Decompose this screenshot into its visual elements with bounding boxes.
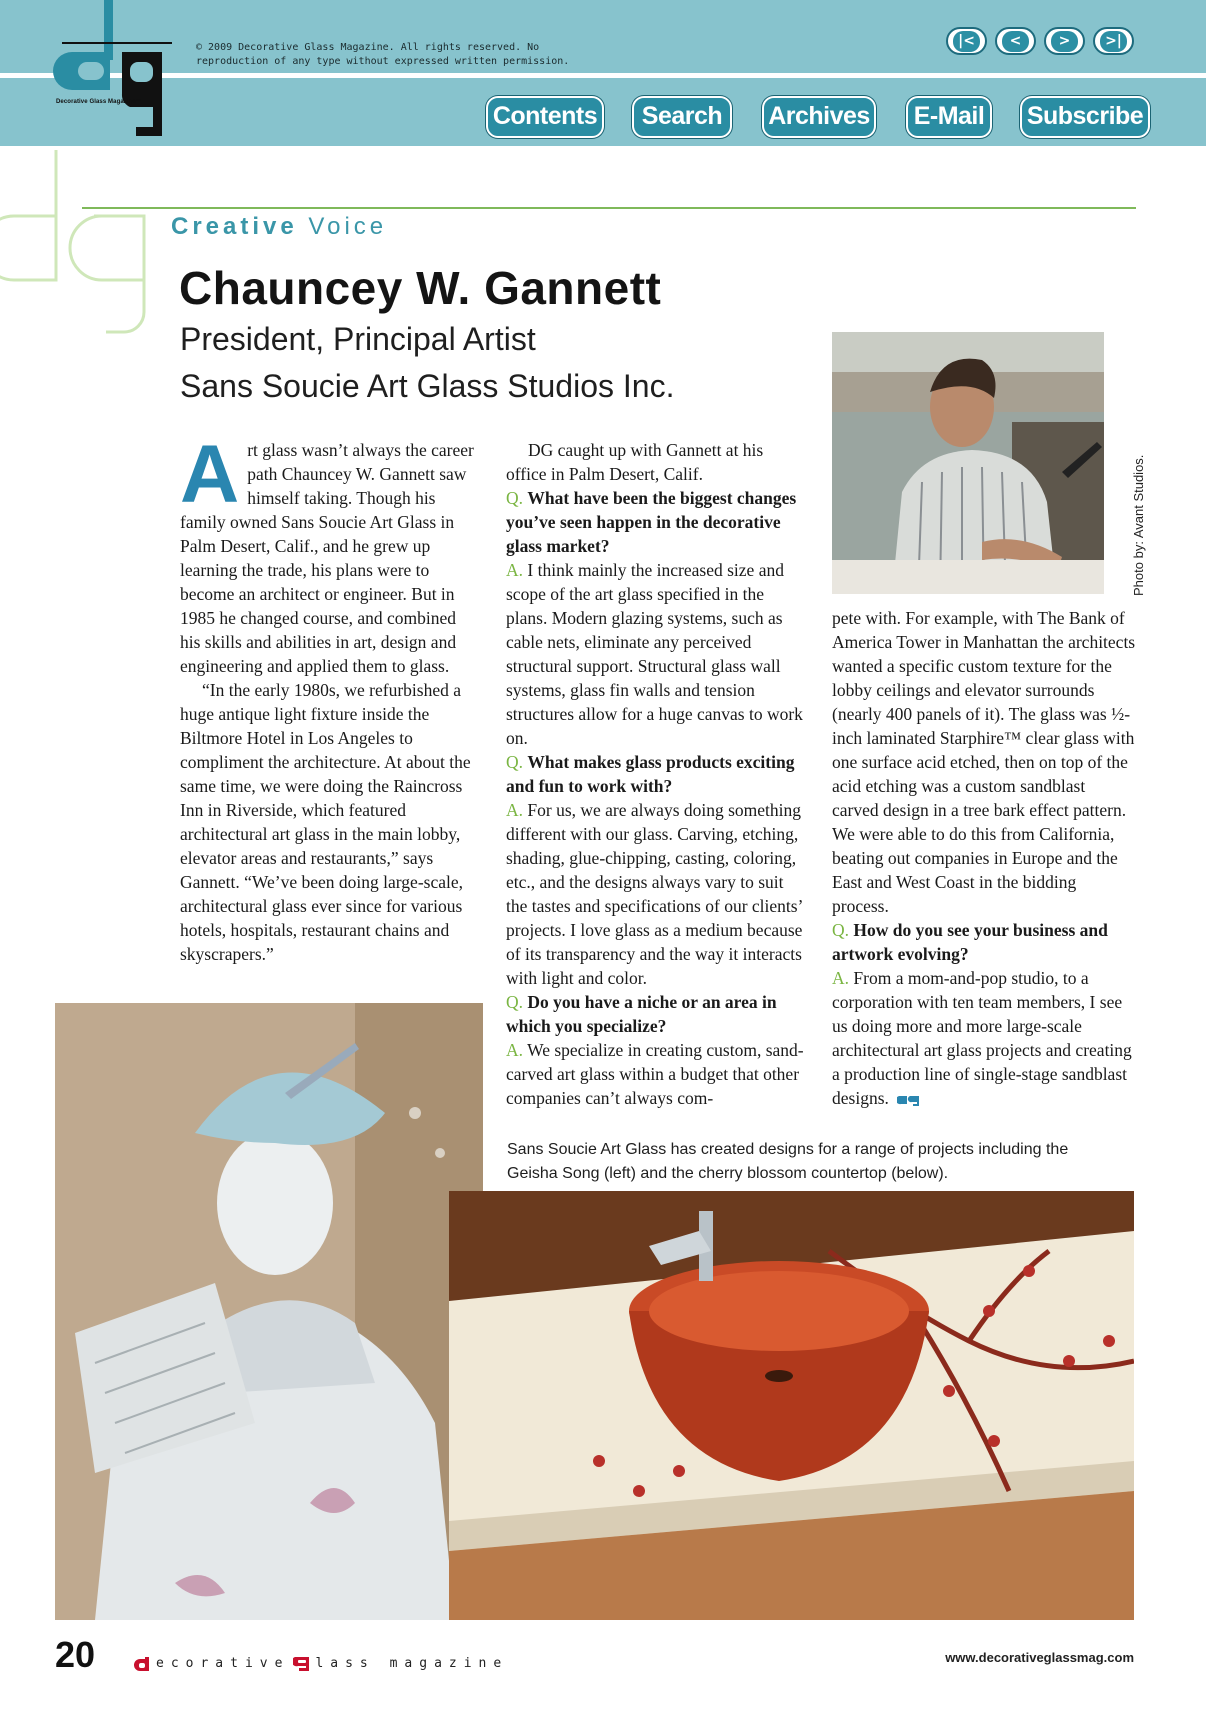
question-label: Q. (506, 992, 524, 1012)
copyright-notice: © 2009 Decorative Glass Magazine. All rights reserved. No reproduction of any type without expressed written permission. (196, 42, 570, 67)
subscribe-button[interactable]: Subscribe (1020, 96, 1150, 138)
column-2 (506, 438, 806, 1110)
contents-button[interactable]: Contents (486, 96, 604, 138)
paragraph: pete with. For example, with The Bank of America Tower in Manhattan the architects wanted a specific custom texture for the lobby ceilings and elevator surrounds (nearly 400 panels of it). The glass was ½-inch laminated Starphire™ clear glass with one surface acid etched, then on top of the acid etching was a custom sandblast carved design in a tree bark effect pattern. We were able to do this from California, beating out companies in Europe and the East and West Coast in the bidding process. (832, 608, 1136, 916)
section-rule (82, 207, 1136, 209)
footer-magazine-name: ecorative lass magazine (130, 1656, 508, 1671)
website-url[interactable]: www.decorativeglassmag.com (945, 1650, 1134, 1665)
portrait-photo (832, 332, 1104, 594)
article-subtitle-role: President, Principal Artist (180, 321, 536, 357)
column-1 (180, 429, 476, 966)
answer-text: We specialize in creating custom, sand-carved art glass within a budget that other companies can’t always com- (506, 1040, 804, 1108)
page-navigation (946, 27, 1134, 55)
cherry-blossom-countertop-photo (449, 1191, 1134, 1620)
question-text: Do you have a niche or an area in which you specialize? (506, 992, 777, 1036)
paragraph: rt glass wasn’t always the career path Chauncey W. Gannett saw himself taking. Though his family owned Sans Soucie Art Glass in Palm Desert, Calif., and he grew up learning the trade, his plans were to become an architect or engineer. But in 1985 he changed course, and combined his skills and abilities in art, design and engineering and applied them to glass. (180, 440, 474, 676)
answer-text: For us, we are always doing something different with our glass. Carving, etching, shading, glue-chipping, casting, coloring, etc., and the designs always vary to suit the tastes and specifications of our clients’ projects. I love glass as a medium because of its transparency and the way it interacts with light and color. (506, 800, 803, 988)
archives-button[interactable]: Archives (762, 96, 876, 138)
image-caption: Sans Soucie Art Glass has created designs for a range of projects including the Geisha Song (left) and the cherry blossom countertop (below). (507, 1141, 1069, 1182)
drop-cap: A (180, 429, 240, 520)
footer-g-icon (293, 1657, 311, 1671)
article-headline: Chauncey W. Gannett (179, 262, 662, 314)
article-subtitle-company: Sans Soucie Art Glass Studios Inc. (180, 368, 675, 404)
next-page-button[interactable] (1044, 27, 1085, 55)
question-text: What makes glass products exciting and fun to work with? (506, 752, 795, 796)
search-button[interactable]: Search (632, 96, 732, 138)
previous-page-button[interactable] (995, 27, 1036, 55)
paragraph: “In the early 1980s, we refurbished a huge antique light fixture inside the Biltmore Hotel in Los Angeles to compliment the architecture. At about the same time, we were doing the Raincross Inn in Riverside, which featured architectural art glass in the main lobby, elevator areas and restaurants,” says Gannett. “We’ve been doing large-scale, architectural glass ever since for various hotels, hospitals, restaurant chains and skyscrapers.” (180, 680, 471, 964)
next-page-icon: > (1051, 31, 1078, 52)
last-page-icon: >| (1100, 31, 1127, 52)
question-text: What have been the biggest changes you’ve seen happen in the decorative glass market? (506, 488, 797, 556)
dg-watermark-icon (0, 150, 164, 335)
answer-label: A. (506, 560, 524, 580)
logo-subtitle: Decorative Glass Magazine™ (56, 99, 142, 105)
first-page-button[interactable] (946, 27, 987, 55)
question-label: Q. (506, 488, 524, 508)
answer-label: A. (832, 968, 850, 988)
dg-logo[interactable] (52, 0, 182, 150)
answer-text: I think mainly the increased size and scope of the art glass specified in the plans. Modern glazing systems, such as cable nets, eliminate any perceived structural support. Structural glass wall systems, glass fin walls and tension structures allow for a huge canvas to work on. (506, 560, 803, 748)
question-label: Q. (506, 752, 524, 772)
column-3 (832, 606, 1136, 1110)
footer-d-icon (134, 1657, 152, 1671)
answer-label: A. (506, 1040, 524, 1060)
email-button[interactable]: E-Mail (906, 96, 992, 138)
end-mark-icon (897, 1093, 923, 1107)
answer-text: From a mom-and-pop studio, to a corporation with ten team members, I see us doing more and more large-scale architectural art glass projects and creating a production line of single-stage sandblast designs. (832, 968, 1132, 1108)
paragraph: DG caught up with Gannett at his office in Palm Desert, Calif. (506, 440, 764, 484)
geisha-song-photo (55, 1003, 483, 1620)
question-text: How do you see your business and artwork evolving? (832, 920, 1108, 964)
previous-page-icon: < (1002, 31, 1029, 52)
page-number: 20 (55, 1634, 96, 1675)
photo-credit: Photo by: Avant Studios. (1131, 454, 1146, 596)
question-label: Q. (832, 920, 850, 940)
answer-label: A. (506, 800, 524, 820)
section-title: Creative Voice (171, 213, 388, 240)
first-page-icon: |< (953, 31, 980, 52)
last-page-button[interactable] (1093, 27, 1134, 55)
